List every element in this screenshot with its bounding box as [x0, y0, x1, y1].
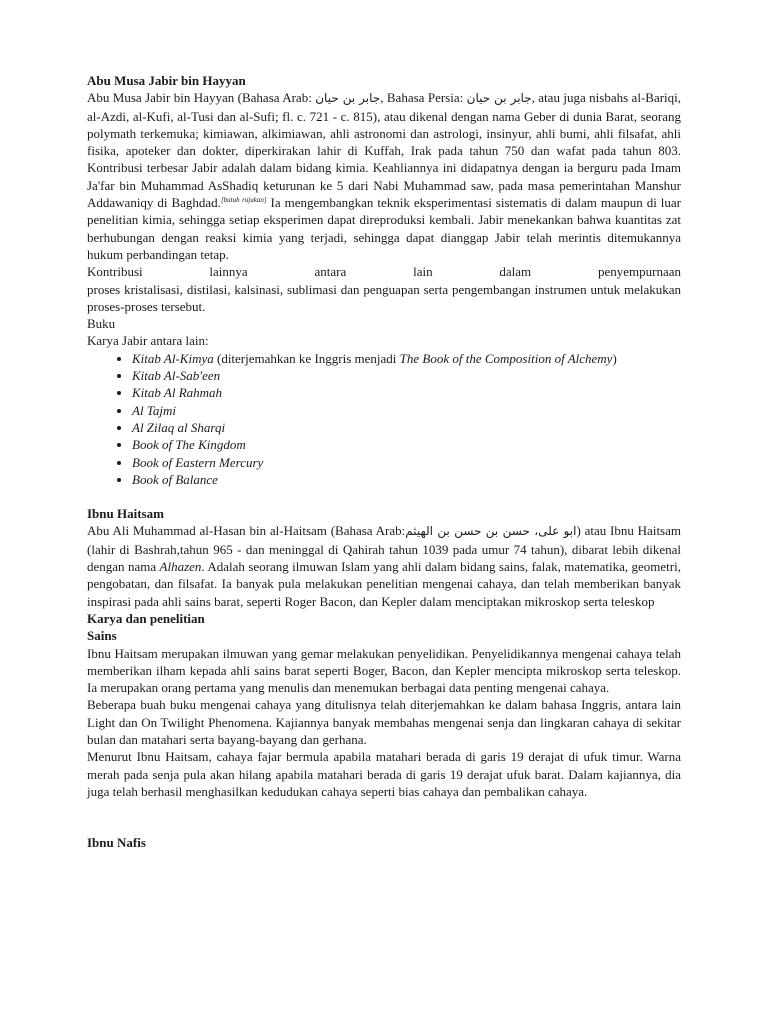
books-list — [87, 350, 681, 488]
jabir-biography-paragraph: Abu Musa Jabir bin Hayyan (Bahasa Arab: جابر بن حيان, Bahasa Persia: جابر بن حيان, atau juga nisbahs al-Bariqi, al-Azdi, al-Kufi, al-Tusi dan al-Sufi; fl. c. 721 - c. 815), atau dikenal dengan nama Geber di dunia Barat, seorang polymath terkemuka; kimiawan, alkimiawan, ahli astronomi dan astrologi, insinyur, ahli bumi, ahli filsafat, ahli fisika, apoteker dan dokter, diperkirakan lahir di Kuffah, Irak pada tahun 750 dan wafat pada tahun 803. Kontribusi terbesar Jabir adalah dalam bidang kimia. Keahliannya ini didapatnya dengan ia berguru pada Imam Ja'far bin Muhammad AsShadiq keturunan ke 5 dari Nabi Muhammad saw, pada masa pemerintahan Manshur Addawaniqy di Baghdad.[butuh rujukan] Ia mengembangkan teknik eksperimentasi sistematis di dalam maupun di luar penelitian kimia, sehingga setiap eksperimen dapat direproduksi kembali. Jabir menekankan bahwa kuantitas zat berhubungan dengan reaksi kimia yang terjadi, sehingga dapat dianggap Jabir telah merintis ditemukannya hukum perbandingan tetap. — [87, 90, 682, 262]
haitsam-biography-paragraph: Abu Ali Muhammad al-Hasan bin al-Haitsam (Bahasa Arab:ابو علی، حسن بن حسن بن الهيثم) atau Ibnu Haitsam (lahir di Bashrah,tahun 965 - dan meninggal di Qahirah tahun 1039 pada umur 74 tahun), dibarat lebih dikenal dengan nama Alhazen. Adalah seorang ilmuwan Islam yang ahli dalam bidang sains, falak, matematika, geometri, pengobatan, dan filsafat. Ia banyak pula melakukan penelitian mengenai cahaya, dan telah memberikan banyak inspirasi pada ahli sains barat, seperti Roger Bacon, dan Kepler dalam menciptakan mikroskop serta teleskop — [87, 523, 681, 609]
persian-name-text: جابر بن حيان — [466, 91, 532, 106]
arabic-name-text: ابو علی، حسن بن حسن بن الهيثم — [405, 524, 577, 539]
section-title-jabir: Abu Musa Jabir bin Hayyan — [87, 73, 246, 88]
spacer — [87, 488, 681, 505]
jabir-contribution-paragraph: proses kristalisasi, distilasi, kalsinasi, sublimasi dan penguapan serta pengembangan instrumen untuk melakukan proses-proses tersebut. — [87, 281, 681, 314]
list-item: • Book of The Kingdom — [132, 436, 681, 453]
list-item: • Al Tajmi — [132, 402, 681, 419]
list-item: • Kitab Al-Kimya (diterjemahkan ke Inggris menjadi The Book of the Composition of Alchemy) — [132, 350, 681, 367]
spacer — [87, 800, 681, 834]
document-page — [87, 72, 681, 851]
subheading-sains: Sains — [87, 628, 117, 644]
subheading-karya: Karya dan penelitian — [87, 610, 205, 626]
list-item: • Kitab Al-Sab'een — [132, 367, 681, 384]
list-item: • Book of Balance — [132, 471, 681, 488]
books-heading: Buku — [87, 316, 116, 332]
section-title-nafis: Ibnu Nafis — [87, 835, 146, 851]
arabic-name-text: جابر بن حيان — [315, 91, 381, 106]
section-title-haitsam: Ibnu Haitsam — [87, 506, 164, 522]
list-item: • Kitab Al Rahmah — [132, 384, 681, 401]
citation-needed-link[interactable]: [butuh rujukan] — [220, 196, 267, 205]
sains-paragraph: Ibnu Haitsam merupakan ilmuwan yang gemar melakukan penyelidikan. Penyelidikannya mengenai cahaya telah memberikan ilham kepada ahli sains barat seperti Boger, Bacon, dan Kepler mencipta mikroskop serta teleskop. Ia merupakan orang pertama yang menulis dan menemukan berbagai data penting mengenai cahaya. — [87, 645, 681, 696]
jabir-contribution-line: Kontribusi lainnya antara lain dalam penyempurnaan — [87, 264, 681, 280]
list-item: • Book of Eastern Mercury — [132, 454, 681, 471]
list-item: • Al Zilaq al Sharqi — [132, 419, 681, 436]
dawn-light-paragraph: Menurut Ibnu Haitsam, cahaya fajar bermula apabila matahari berada di garis 19 derajat di ufuk timur. Warna merah pada senja pula akan hilang apabila matahari berada di garis 19 derajat ufuk barat. Dalam kajiannya, dia juga telah berhasil menghasilkan kedudukan cahaya seperti bias cahaya dan pembalikan cahaya. — [87, 749, 681, 799]
light-books-paragraph: Beberapa buah buku mengenai cahaya yang ditulisnya telah diterjemahkan ke dalam bahasa Inggris, antara lain Light dan On Twilight Phenomena. Kajiannya banyak membahas mengenai senja dan lingkaran cahaya di sekitar bulan dan matahari serta bayang-bayang dan gerhana. — [87, 697, 681, 747]
books-intro: Karya Jabir antara lain: — [87, 333, 209, 349]
